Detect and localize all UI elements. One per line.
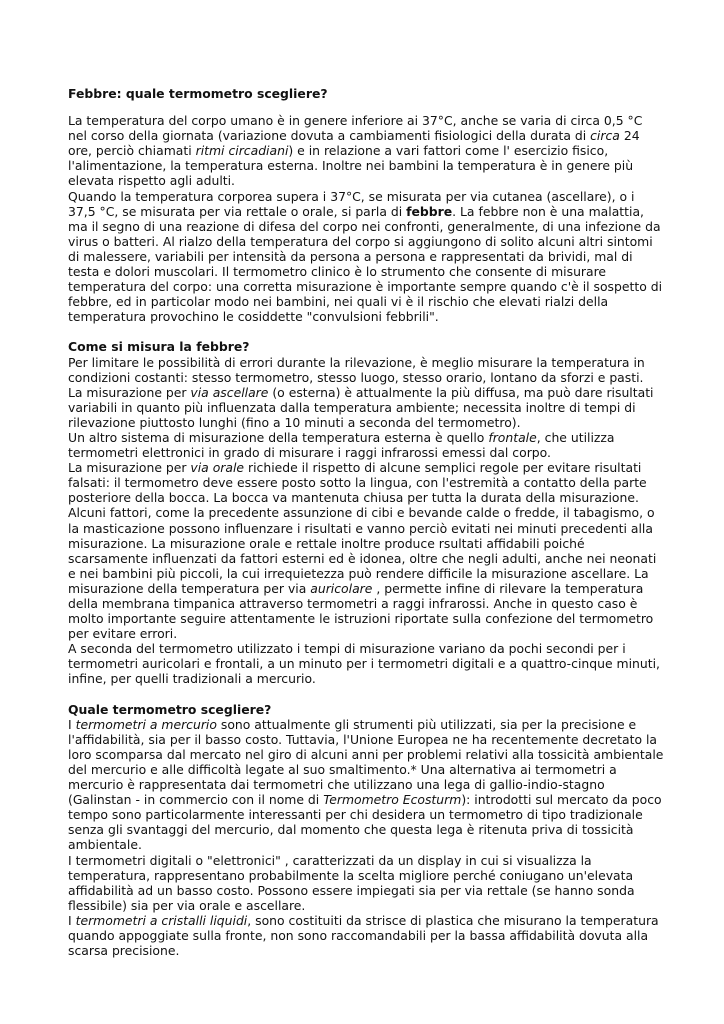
intro-paragraph-1: La temperatura del corpo umano è in genere inferiore ai 37°C, anche se varia di circa 0,5 °C nel corso della giornata (variazione dovuta a cambiamenti fisiologici della durata di circa 24 ore, perciò chiamati ritmi circadiani) e in relazione a vari fattori come l' esercizio fisico, l'alimentazione, la temperatura esterna. Inoltre nei bambini la temperatura è in genere più elevata rispetto agli adulti. <box>68 113 643 189</box>
measure-paragraph-1: Per limitare le possibilità di errori durante la rilevazione, è meglio misurare la temperatura in condizioni costanti: stesso termometro, stesso luogo, stesso orario, lontano da sforzi e pasti. <box>68 354 645 385</box>
intro-paragraph-2: Quando la temperatura corporea supera i 37°C, se misurata per via cutanea (ascellare), o i 37,5 °C, se misurata per via rettale o orale, si parla di febbre. La febbre non è una malattia, ma il segno di una reazione di difesa del corpo nei confronti, generalmente, di una infezione da virus o batteri. Al rialzo della temperatura del corpo si aggiungono di solito alcuni altri sintomi di malessere, variabili per intensità da persona a persona e rappresentati da brividi, mal di testa e dolori muscolari. Il termometro clinico è lo strumento che consente di misurare temperatura del corpo: una corretta misurazione è importante sempre quando c'è il sospetto di febbre, ed in particolar modo nei bambini, nei quali vi è il rischio che elevati rialzi della temperatura provochino le cosiddette "convulsioni febbrili". <box>68 188 663 325</box>
choose-paragraph-2: I termometri digitali o "elettronici" , caratterizzati da un display in cui si visualizza la temperatura, rappresentano probabilmente la scelta migliore perché coniugano un'elevata affidabilità ad un basso costo. Possono essere impiegati sia per via rettale (se hanno sonda flessibile) sia per via orale e ascellare. <box>68 852 635 913</box>
measure-paragraph-5: A seconda del termometro utilizzato i tempi di misurazione variano da pochi secondi per i termometri auricolari e frontali, a un minuto per i termometri digitali e a quattro-cinque minuti, infine, per quelli tradizionali a mercurio. <box>68 641 660 687</box>
measure-paragraph-2: La misurazione per via ascellare (o esterna) è attualmente la più diffusa, ma può dare risultati variabili in quanto più influenzata dalla temperatura ambiente; necessita inoltre di tempi di rilevazione piuttosto lunghi (fino a 10 minuti a seconda del termometro). <box>68 384 654 430</box>
document-page <box>68 86 664 958</box>
document-title: Febbre: quale termometro scegliere? <box>68 86 328 101</box>
measure-paragraph-4: La misurazione per via orale richiede il rispetto di alcune semplici regole per evitare risultati falsati: il termometro deve essere posto sotto la lingua, con l'estremità a contatto della parte posteriore della bocca. La bocca va mantenuta chiusa per tutta la durata della misurazione. Alcuni fattori, come la precedente assunzione di cibi e bevande calde o fredde, il tabagismo, o la masticazione possono influenzare i risultati e vanno perciò evitati nei minuti precedenti alla misurazione. La misurazione orale e rettale inoltre produce rsultati affidabili poiché scarsamente influenzati da fattori esterni ed è idonea, oltre che negli adulti, anche nei neonati e nei bambini più piccoli, la cui irrequietezza può rendere difficile la misurazione ascellare. La misurazione della temperatura per via auricolare , permette infine di rilevare la temperatura della membrana timpanica attraverso termometri a raggi infrarossi. Anche in questo caso è molto importante seguire attentamente le istruzioni riportate sulla confezione del termometro per evitare errori. <box>68 460 657 642</box>
section-heading-choose: Quale termometro scegliere? <box>68 701 272 717</box>
section-heading-measure: Come si misura la febbre? <box>68 339 250 355</box>
choose-paragraph-3: I termometri a cristalli liquidi, sono costituiti da strisce di plastica che misurano la temperatura quando appoggiate sulla fronte, non sono raccomandabili per la bassa affidabilità dovuta alla scarsa precisione. <box>68 912 659 959</box>
choose-paragraph-1: I termometri a mercurio sono attualmente gli strumenti più utilizzati, sia per la precisione e l'affidabilità, sia per il basso costo. Tuttavia, l'Unione Europea ne ha recentemente decretato la loro scomparsa dal mercato nel giro di alcuni anni per problemi relativi alla tossicità ambientale del mercurio e alle difficoltà legate al suo smaltimento.* Una alternativa ai termometri a mercurio è rappresentata dai termometri che utilizzano una lega di gallio-indio-stagno (Galinstan - in commercio con il nome di Termometro Ecosturm): introdotti sul mercato da poco tempo sono particolarmente interessanti per chi desidera un termometro di tipo tradizionale senza gli svantaggi del mercurio, dal momento che questa lega è ritenuta priva di tossicità ambientale. <box>68 716 664 853</box>
measure-paragraph-3: Un altro sistema di misurazione della temperatura esterna è quello frontale, che utilizza termometri elettronici in grado di misurare i raggi infrarossi emessi dal corpo. <box>68 429 615 461</box>
